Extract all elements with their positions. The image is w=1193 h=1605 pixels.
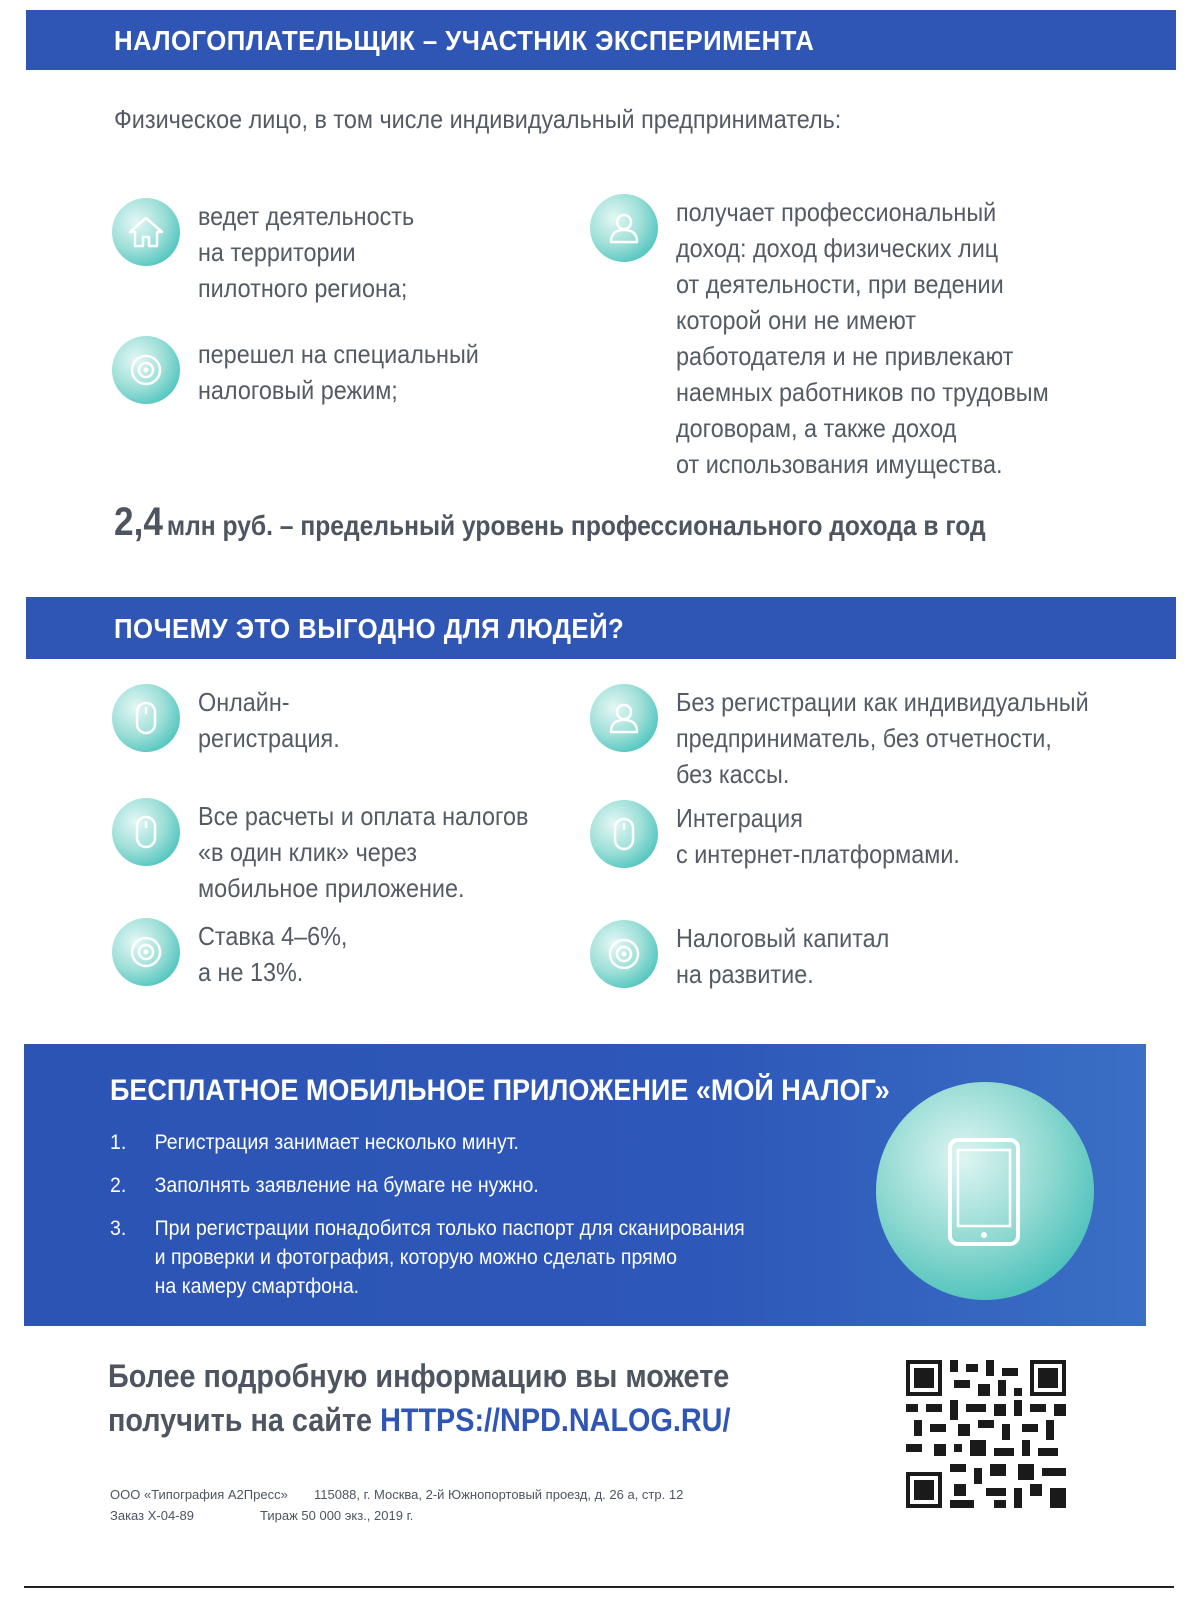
section-header-participant [26, 10, 1176, 70]
qr-code [906, 1360, 1066, 1508]
mouse-icon [590, 800, 658, 868]
section-title: ПОЧЕМУ ЭТО ВЫГОДНО ДЛЯ ЛЮДЕЙ? [114, 613, 625, 644]
benefit-online-registration: Онлайн- регистрация. [112, 684, 355, 756]
person-icon [590, 684, 658, 752]
app-steps-list [110, 1128, 745, 1315]
imprint: ООО «Типография А2Пресс» 115088, г. Москва, 2-й Южнопортовый проезд, д. 26 а, стр. 12 Заказ Х-04-89 Тираж 50 000 экз., 2019 г. [110, 1487, 684, 1523]
criterion-territory: ведет деятельность на территории пилотного региона; [112, 198, 438, 306]
income-limit-text: млн руб. – предельный уровень профессионального дохода в год [166, 510, 986, 541]
list-item: 2. Заполнять заявление на бумаге не нужно. [110, 1174, 539, 1197]
bottom-divider [24, 1586, 1174, 1588]
list-item: 3. При регистрации понадобится только паспорт для сканирования и проверки и фотография, которую можно сделать прямо на камеру смартфона. [110, 1217, 745, 1298]
income-limit [114, 500, 986, 545]
section-title: НАЛОГОПЛАТЕЛЬЩИК – УЧАСТНИК ЭКСПЕРИМЕНТА [114, 25, 815, 56]
benefit-no-registration: Без регистрации как индивидуальный предприниматель, без отчетности, без кассы. [590, 684, 1135, 792]
criterion-tax-regime: перешел на специальный налоговый режим; [112, 336, 510, 408]
criterion-professional-income: получает профессиональный доход: доход физических лиц от деятельности, при ведении которой они не имеют работодателя и не привлекают наемных работников по трудовым договорам, а также доход от использования имущества. [590, 194, 1090, 482]
list-item: 1. Регистрация занимает несколько минут. [110, 1131, 519, 1154]
mouse-icon [112, 798, 180, 866]
target-icon [590, 920, 658, 988]
smartphone-icon [946, 1136, 1022, 1248]
house-icon [112, 198, 180, 266]
mouse-icon [112, 684, 180, 752]
intro-text: Физическое лицо, в том числе индивидуальный предприниматель: [114, 104, 842, 134]
target-icon [112, 918, 180, 986]
person-icon [590, 194, 658, 262]
benefit-integration: Интеграция с интернет-платформами. [590, 800, 991, 872]
more-info-text: Более подробную информацию вы можете получить на сайте HTTPS://NPD.NALOG.RU/ [108, 1358, 731, 1438]
benefit-rate: Ставка 4–6%, а не 13%. [112, 918, 364, 990]
section-header-benefits [26, 597, 1176, 659]
app-promo-band [24, 1044, 1146, 1326]
app-title: БЕСПЛАТНОЕ МОБИЛЬНОЕ ПРИЛОЖЕНИЕ «МОЙ НАЛОГ» [110, 1074, 890, 1107]
site-link[interactable]: HTTPS://NPD.NALOG.RU/ [380, 1402, 731, 1438]
income-limit-value: 2,4 [114, 500, 163, 544]
app-illustration [876, 1082, 1094, 1300]
benefit-tax-capital: Налоговый капитал на развитие. [590, 920, 913, 992]
benefit-one-click: Все расчеты и оплата налогов «в один клик» через мобильное приложение. [112, 798, 565, 906]
target-icon [112, 336, 180, 404]
